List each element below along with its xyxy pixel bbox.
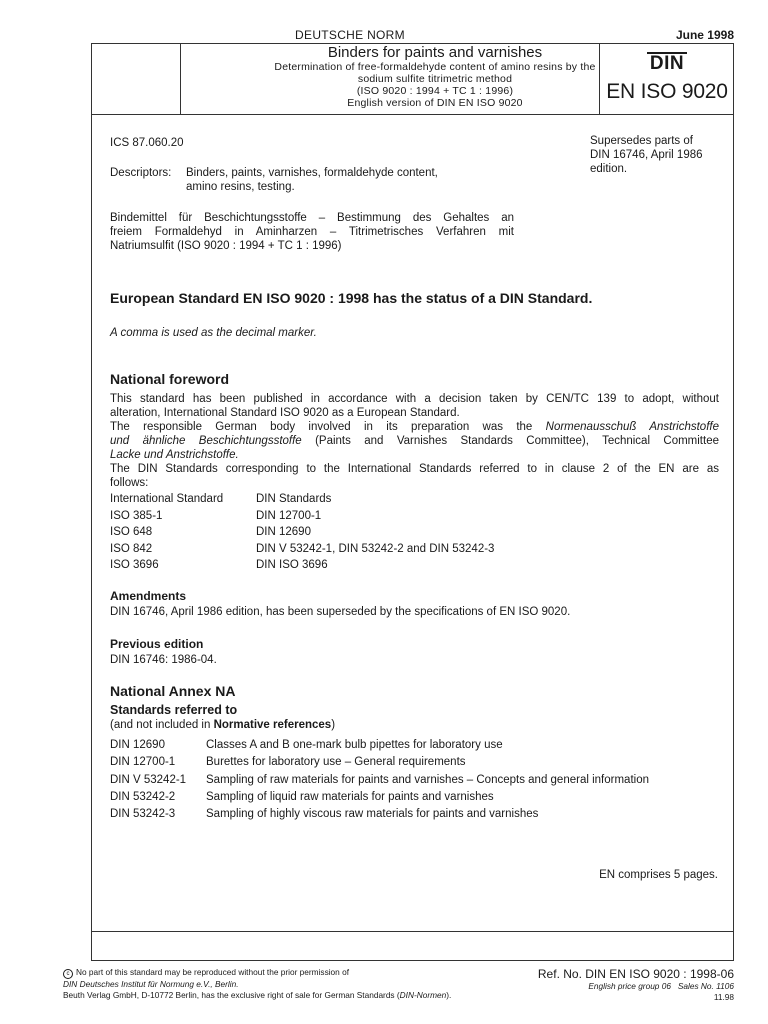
annex-subheading: Standards referred to bbox=[110, 703, 238, 717]
table-row bbox=[110, 789, 649, 806]
price-info bbox=[588, 981, 734, 1003]
table-cell: DIN 12700-1 bbox=[256, 509, 322, 522]
foreword-line: The DIN Standards corresponding to the International Standards referred to in clause 2 of the EN are as bbox=[110, 463, 719, 475]
table-row bbox=[110, 754, 649, 771]
column-header: International Standard bbox=[110, 493, 224, 505]
copyright-icon: c bbox=[63, 969, 73, 979]
annex-note-emphasis: Normative references bbox=[213, 719, 332, 731]
amendments-text: DIN 16746, April 1986 edition, has been superseded by the specifications of EN ISO 9020. bbox=[110, 606, 571, 618]
supersedes-note bbox=[590, 134, 703, 176]
supersedes-line: edition. bbox=[590, 163, 628, 175]
previous-edition-heading: Previous edition bbox=[110, 637, 204, 651]
standard-number: EN ISO 9020 bbox=[606, 80, 728, 103]
table-row bbox=[110, 772, 649, 789]
foreword-line: alteration, International Standard ISO 9020 as a European Standard. bbox=[110, 407, 460, 419]
print-date: 11.98 bbox=[713, 992, 734, 1002]
publication-date: June 1998 bbox=[675, 28, 734, 42]
din-block bbox=[600, 44, 734, 104]
standard-code: DIN 53242-3 bbox=[110, 808, 176, 821]
reference-number: Ref. No. DIN EN ISO 9020 : 1998-06 bbox=[537, 967, 734, 981]
footer-divider bbox=[92, 931, 733, 932]
foreword-line: This standard has been published in accordance with a decision taken by CEN/TC 139 to adopt, without bbox=[110, 393, 719, 405]
annex-note-text: ) bbox=[331, 719, 336, 731]
foreword-text: (Paints and Varnishes Standards Committee), Technical Committee bbox=[301, 435, 719, 447]
amendments-heading: Amendments bbox=[110, 589, 187, 603]
committee-name: Normenausschuß Anstrichstoffe bbox=[545, 421, 719, 433]
copyright-line: DIN Deutsches Institut für Normung e.V., Berlin. bbox=[63, 979, 239, 989]
copyright-emphasis: DIN-Normen bbox=[399, 989, 447, 1000]
supersedes-line: DIN 16746, April 1986 bbox=[590, 149, 703, 161]
standards-correspondence-table bbox=[110, 491, 494, 574]
standard-title: Sampling of liquid raw materials for paints and varnishes bbox=[206, 790, 494, 803]
annex-note bbox=[110, 718, 335, 732]
title-bottom-divider bbox=[92, 114, 733, 115]
standard-title: Burettes for laboratory use – General requirements bbox=[206, 756, 466, 769]
subtitle-line: Determination of free-formaldehyde content of amino resins by the bbox=[274, 61, 596, 73]
table-header-row bbox=[110, 491, 494, 508]
ics-code: ICS 87.060.20 bbox=[110, 137, 184, 149]
german-title-line: Bindemittel für Beschichtungsstoffe – Bestimmung des Gehaltes an bbox=[110, 212, 514, 224]
table-row bbox=[110, 557, 494, 574]
standard-code: DIN 53242-2 bbox=[110, 790, 176, 803]
sales-number: Sales No. 1106 bbox=[677, 981, 734, 991]
norm-label: DEUTSCHE NORM bbox=[295, 28, 405, 42]
subtitle-line: sodium sulfite titrimetric method bbox=[357, 73, 513, 85]
table-cell: ISO 648 bbox=[110, 526, 153, 538]
table-cell: ISO 3696 bbox=[110, 559, 159, 571]
table-row bbox=[110, 508, 494, 525]
committee-name: und ähnliche Beschichtungsstoffe bbox=[110, 435, 302, 447]
standard-code: DIN V 53242-1 bbox=[110, 773, 187, 786]
standard-code: DIN 12690 bbox=[110, 739, 165, 751]
table-cell: DIN ISO 3696 bbox=[256, 559, 328, 571]
annex-heading: National Annex NA bbox=[110, 683, 236, 699]
price-group: English price group 06 bbox=[588, 981, 671, 991]
table-cell: DIN 12690 bbox=[256, 526, 311, 538]
copyright-line bbox=[63, 967, 451, 979]
table-row bbox=[110, 737, 649, 754]
descriptors-line: amino resins, testing. bbox=[186, 181, 295, 193]
standard-title: Sampling of highly viscous raw materials for paints and varnishes bbox=[206, 808, 539, 821]
foreword-line: Lacke und Anstrichstoffe. bbox=[110, 449, 239, 461]
foreword-line bbox=[110, 420, 719, 434]
german-title-line: freiem Formaldehyd in Aminharzen – Titrimetrisches Verfahren mit bbox=[110, 226, 514, 238]
foreword-text: The responsible German body involved in its preparation was the bbox=[110, 421, 546, 433]
copyright-line bbox=[63, 990, 451, 1001]
subtitle-line: English version of DIN EN ISO 9020 bbox=[347, 97, 523, 109]
table-row bbox=[110, 541, 494, 558]
din-logo: DIN bbox=[647, 52, 687, 73]
german-title bbox=[110, 211, 514, 253]
foreword-line: follows: bbox=[110, 477, 149, 489]
table-row bbox=[110, 524, 494, 541]
foreword-line bbox=[110, 434, 719, 448]
standard-title: Classes A and B one-mark bulb pipettes for laboratory use bbox=[206, 739, 503, 751]
status-statement: European Standard EN ISO 9020 : 1998 has the status of a DIN Standard. bbox=[110, 290, 593, 306]
table-cell: ISO 385-1 bbox=[110, 509, 163, 522]
standard-code: DIN 12700-1 bbox=[110, 756, 176, 769]
descriptors-line: Binders, paints, varnishes, formaldehyde content, bbox=[186, 167, 438, 179]
copyright-text: ). bbox=[446, 989, 452, 1000]
copyright-text: Beuth Verlag GmbH, D-10772 Berlin, has the exclusive right of sale for German Standards ( bbox=[63, 989, 400, 1000]
copyright-notice bbox=[63, 967, 451, 1000]
table-cell: ISO 842 bbox=[110, 542, 153, 555]
referenced-standards-table bbox=[110, 737, 649, 823]
previous-edition-text: DIN 16746: 1986-04. bbox=[110, 654, 217, 666]
standard-title: Sampling of raw materials for paints and varnishes – Concepts and general information bbox=[206, 773, 649, 786]
column-header: DIN Standards bbox=[256, 493, 332, 505]
table-row bbox=[110, 806, 649, 823]
page-count: EN comprises 5 pages. bbox=[599, 869, 718, 881]
foreword-body bbox=[110, 392, 719, 490]
supersedes-line: Supersedes parts of bbox=[590, 135, 693, 147]
price-line bbox=[588, 981, 734, 992]
table-cell: DIN V 53242-1, DIN 53242-2 and DIN 53242-3 bbox=[256, 542, 495, 555]
german-title-line: Natriumsulfit (ISO 9020 : 1994 + TC 1 : 1996) bbox=[110, 240, 342, 252]
descriptors-label: Descriptors: bbox=[110, 167, 172, 179]
copyright-text: No part of this standard may be reproduced without the prior permission of bbox=[76, 967, 350, 977]
decimal-note: A comma is used as the decimal marker. bbox=[110, 327, 317, 339]
foreword-heading: National foreword bbox=[110, 371, 230, 387]
document-title: Binders for paints and varnishes bbox=[327, 44, 543, 61]
annex-note-text: (and not included in bbox=[110, 719, 214, 731]
subtitle-line: (ISO 9020 : 1994 + TC 1 : 1996) bbox=[356, 85, 514, 97]
